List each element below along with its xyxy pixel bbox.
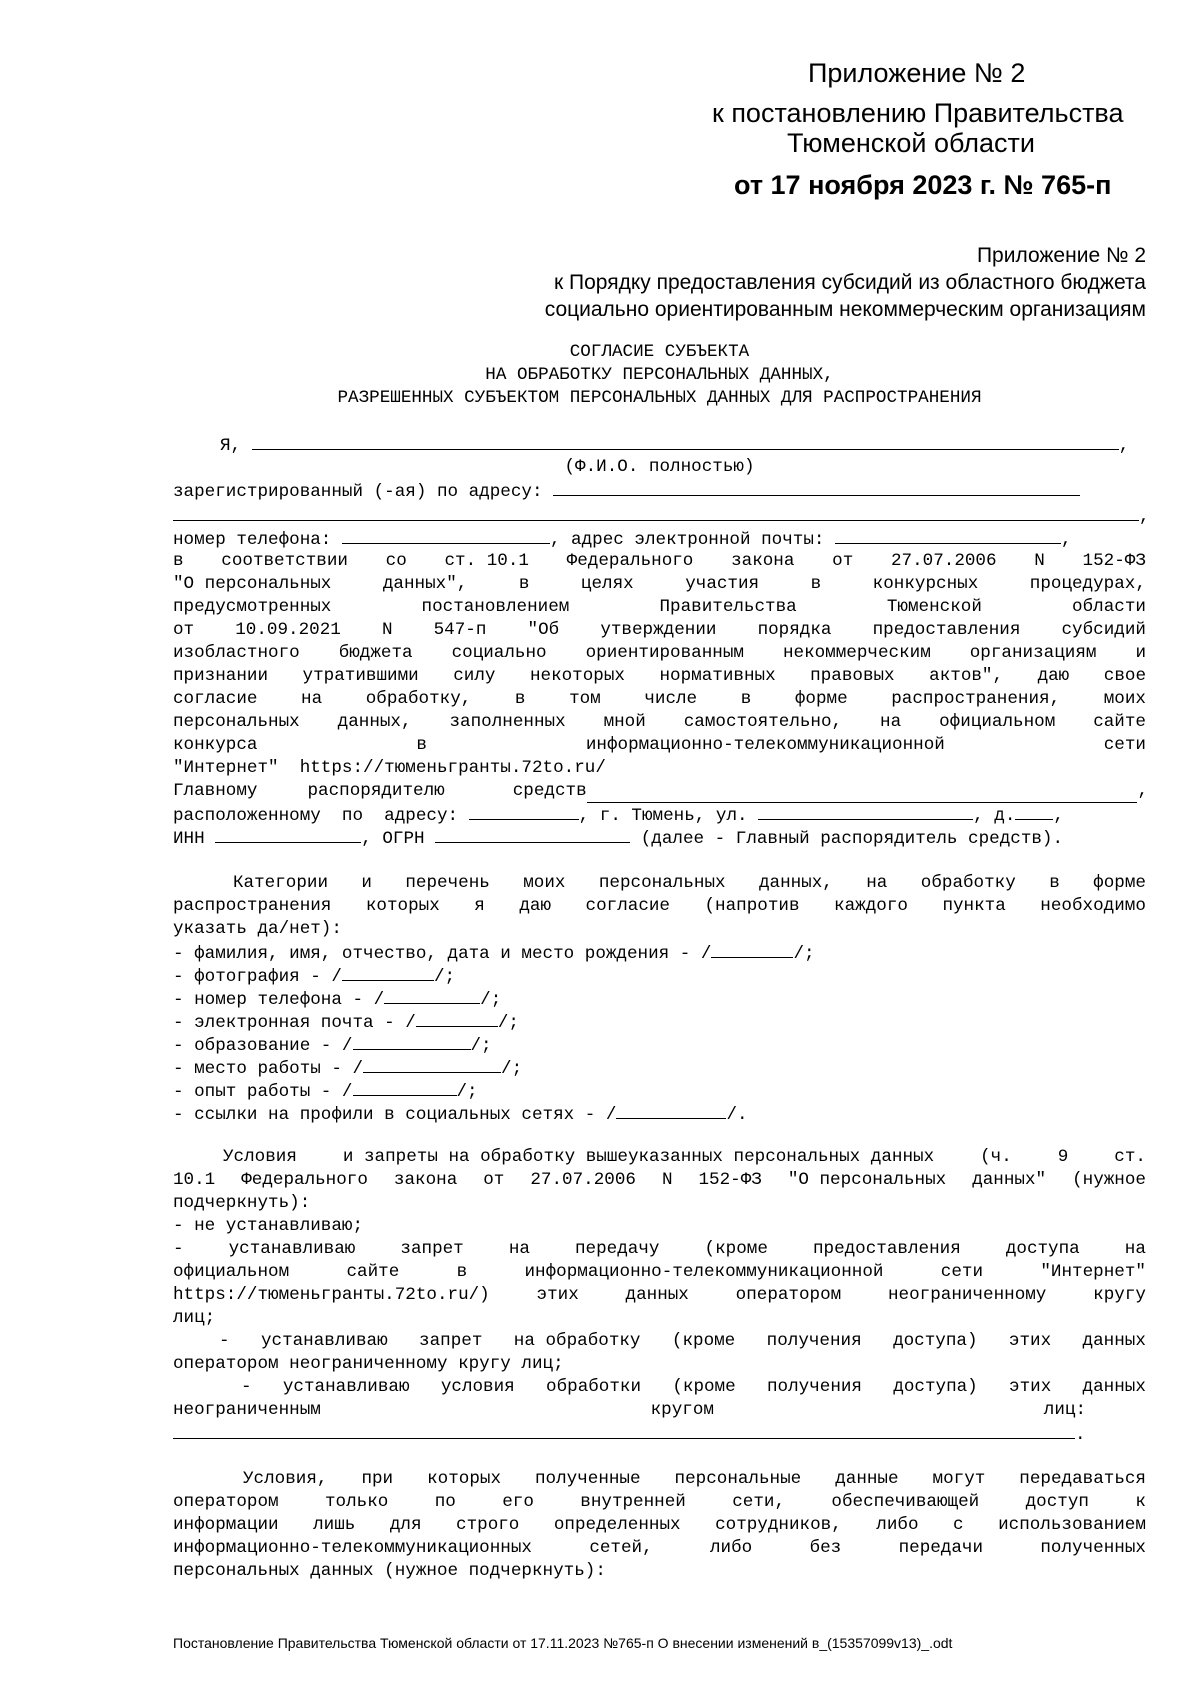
consent-line-1: в соответствии со ст. 10.1 Федерального закона от 27.07.2006 N 152-ФЗ bbox=[173, 551, 1146, 571]
appendix-title: Приложение № 2 bbox=[808, 58, 1026, 88]
fio-field[interactable] bbox=[252, 433, 1119, 450]
transfer-line-4: информационно-телекоммуникационных сетей, либо без передачи полученных bbox=[173, 1538, 1146, 1558]
category-item: - ссылки на профили в социальных сетях - / /. bbox=[173, 1102, 748, 1127]
conditions-line-1: Условия и запреты на обработку вышеуказанных персональных данных (ч. 9 ст. bbox=[223, 1147, 1146, 1167]
fio-hint: (Ф.И.О. полностью) bbox=[564, 457, 755, 477]
distributor-name-field[interactable] bbox=[587, 786, 1138, 803]
region-name: Тюменской области bbox=[787, 128, 1035, 158]
category-item: - электронная почта - / /; bbox=[173, 1010, 519, 1035]
category-answer-field[interactable] bbox=[353, 1033, 471, 1050]
conditions-option-transfer-ban[interactable]: - устанавливаю запрет на передачу (кроме предоставления доступа на bbox=[173, 1239, 1146, 1259]
consent-line-6: признании утратившими силу некоторых нормативных правовых актов", даю свое bbox=[173, 666, 1146, 686]
house-field[interactable] bbox=[1015, 803, 1053, 820]
category-answer-field[interactable] bbox=[416, 1010, 498, 1027]
category-answer-field[interactable] bbox=[616, 1102, 726, 1119]
category-answer-field[interactable] bbox=[384, 987, 480, 1004]
address-row-2: , bbox=[173, 504, 1150, 529]
sub-appendix-title: Приложение № 2 bbox=[976, 244, 1146, 267]
conditions-line-3: подчеркнуть): bbox=[173, 1193, 311, 1213]
consent-line-5: изобластного бюджета социально ориентированным некоммерческим организациям и bbox=[173, 643, 1146, 663]
inn-ogrn-row: ИНН , ОГРН (далее - Главный распорядитель средств). bbox=[173, 826, 1063, 851]
conditions-option-processing-ban[interactable]: - устанавливаю запрет на обработку (кроме получения доступа) этих данных bbox=[219, 1331, 1146, 1351]
category-item: - образование - / /; bbox=[173, 1033, 492, 1058]
category-answer-field[interactable] bbox=[342, 964, 434, 981]
transfer-line-1: Условия, при которых полученные персональные данные могут передаваться bbox=[243, 1469, 1146, 1489]
address-row bbox=[173, 479, 1080, 504]
form-title-line-1: СОГЛАСИЕ СУБЪЕКТА bbox=[569, 342, 750, 362]
address-field[interactable] bbox=[553, 479, 1080, 496]
consent-line-3: предусмотренных постановлением Правительства Тюменской области bbox=[173, 597, 1146, 617]
category-item: - номер телефона - / /; bbox=[173, 987, 501, 1012]
document-footer: Постановление Правительства Тюменской области от 17.11.2023 №765-п О внесении изменений в_(15357099v13)_.odt bbox=[173, 1635, 953, 1651]
transfer-line-2: оператором только по его внутренней сети, обеспечивающей доступ к bbox=[173, 1492, 1146, 1512]
phone-label: номер телефона: bbox=[173, 530, 332, 550]
conditions-option-none[interactable]: - не устанавливаю; bbox=[173, 1216, 364, 1236]
consent-line-8: персональных данных, заполненных мной самостоятельно, на официальном сайте bbox=[173, 712, 1146, 732]
conditions-processing-field-row: . bbox=[173, 1422, 1086, 1447]
order-line-2: социально ориентированным некоммерческим организациям bbox=[544, 298, 1146, 321]
consent-line-4: от 10.09.2021 N 547-п "Об утверждении порядка предоставления субсидий bbox=[173, 620, 1146, 640]
fio-row: Я, , bbox=[220, 433, 1129, 458]
ogrn-field[interactable] bbox=[435, 826, 630, 843]
category-item: - фамилия, имя, отчество, дата и место рождения - / /; bbox=[173, 941, 815, 966]
category-item: - фотография - / /; bbox=[173, 964, 455, 989]
email-label: , адрес электронной почты: bbox=[549, 530, 825, 550]
processing-conditions-field[interactable] bbox=[173, 1422, 1075, 1439]
distributor-row: Главному распорядителю средств , bbox=[173, 781, 1148, 801]
resolution-reference: к постановлению Правительства bbox=[712, 98, 1124, 128]
transfer-line-3: информации лишь для строго определенных сотрудников, либо с использованием bbox=[173, 1515, 1146, 1535]
conditions-line-6: официальном сайте в информационно-телекоммуникационной сети "Интернет" bbox=[173, 1262, 1146, 1282]
street-field[interactable] bbox=[758, 803, 973, 820]
email-field[interactable] bbox=[835, 527, 1061, 544]
category-item: - место работы - / /; bbox=[173, 1056, 522, 1081]
category-answer-field[interactable] bbox=[353, 1079, 457, 1096]
categories-intro-line-2: распространения которых я даю согласие (напротив каждого пункта необходимо bbox=[173, 896, 1146, 916]
registered-label: зарегистрированный (-ая) по адресу: bbox=[173, 482, 543, 502]
address-field-2[interactable] bbox=[173, 504, 1139, 521]
resolution-date: от 17 ноября 2023 г. № 765-п bbox=[734, 170, 1112, 200]
conditions-line-8: лиц; bbox=[173, 1308, 216, 1328]
category-item: - опыт работы - / /; bbox=[173, 1079, 478, 1104]
i-label: Я, bbox=[220, 436, 242, 456]
phone-field[interactable] bbox=[342, 527, 550, 544]
conditions-line-12: неограниченным кругом лиц: bbox=[173, 1400, 1086, 1420]
form-title-line-2: НА ОБРАБОТКУ ПЕРСОНАЛЬНЫХ ДАННЫХ, bbox=[485, 365, 834, 385]
conditions-line-10: оператором неограниченному кругу лиц; bbox=[173, 1354, 564, 1374]
conditions-line-2: 10.1 Федерального закона от 27.07.2006 N 152-ФЗ "О персональных данных" (нужное bbox=[173, 1170, 1146, 1190]
order-line-1: к Порядку предоставления субсидий из областного бюджета bbox=[554, 271, 1146, 294]
consent-line-10: "Интернет" https://тюменьгранты.72to.ru/ bbox=[173, 758, 606, 778]
category-answer-field[interactable] bbox=[711, 941, 793, 958]
categories-intro-line-1: Категории и перечень моих персональных данных, на обработку в форме bbox=[233, 873, 1146, 893]
category-answer-field[interactable] bbox=[363, 1056, 501, 1073]
categories-intro-line-3: указать да/нет): bbox=[173, 919, 342, 939]
conditions-option-processing-conditions[interactable]: - устанавливаю условия обработки (кроме получения доступа) этих данных bbox=[241, 1377, 1146, 1397]
transfer-line-5: персональных данных (нужное подчеркнуть): bbox=[173, 1561, 606, 1581]
consent-line-7: согласие на обработку, в том числе в форме распространения, моих bbox=[173, 689, 1146, 709]
consent-line-9: конкурса в информационно-телекоммуникационной сети bbox=[173, 735, 1146, 755]
consent-line-2: "О персональных данных", в целях участия в конкурсных процедурах, bbox=[173, 574, 1146, 594]
contacts-row: номер телефона: , адрес электронной почты: , bbox=[173, 527, 1072, 552]
inn-field[interactable] bbox=[215, 826, 361, 843]
distributor-address-row: расположенному по адресу: , г. Тюмень, ул. , д. , bbox=[173, 803, 1064, 828]
form-title-line-3: РАЗРЕШЕННЫХ СУБЪЕКТОМ ПЕРСОНАЛЬНЫХ ДАННЫХ ДЛЯ РАСПРОСТРАНЕНИЯ bbox=[337, 388, 982, 408]
postal-index-field[interactable] bbox=[469, 803, 579, 820]
conditions-line-7: https://тюменьгранты.72to.ru/) этих данных оператором неограниченному кругу bbox=[173, 1285, 1146, 1305]
